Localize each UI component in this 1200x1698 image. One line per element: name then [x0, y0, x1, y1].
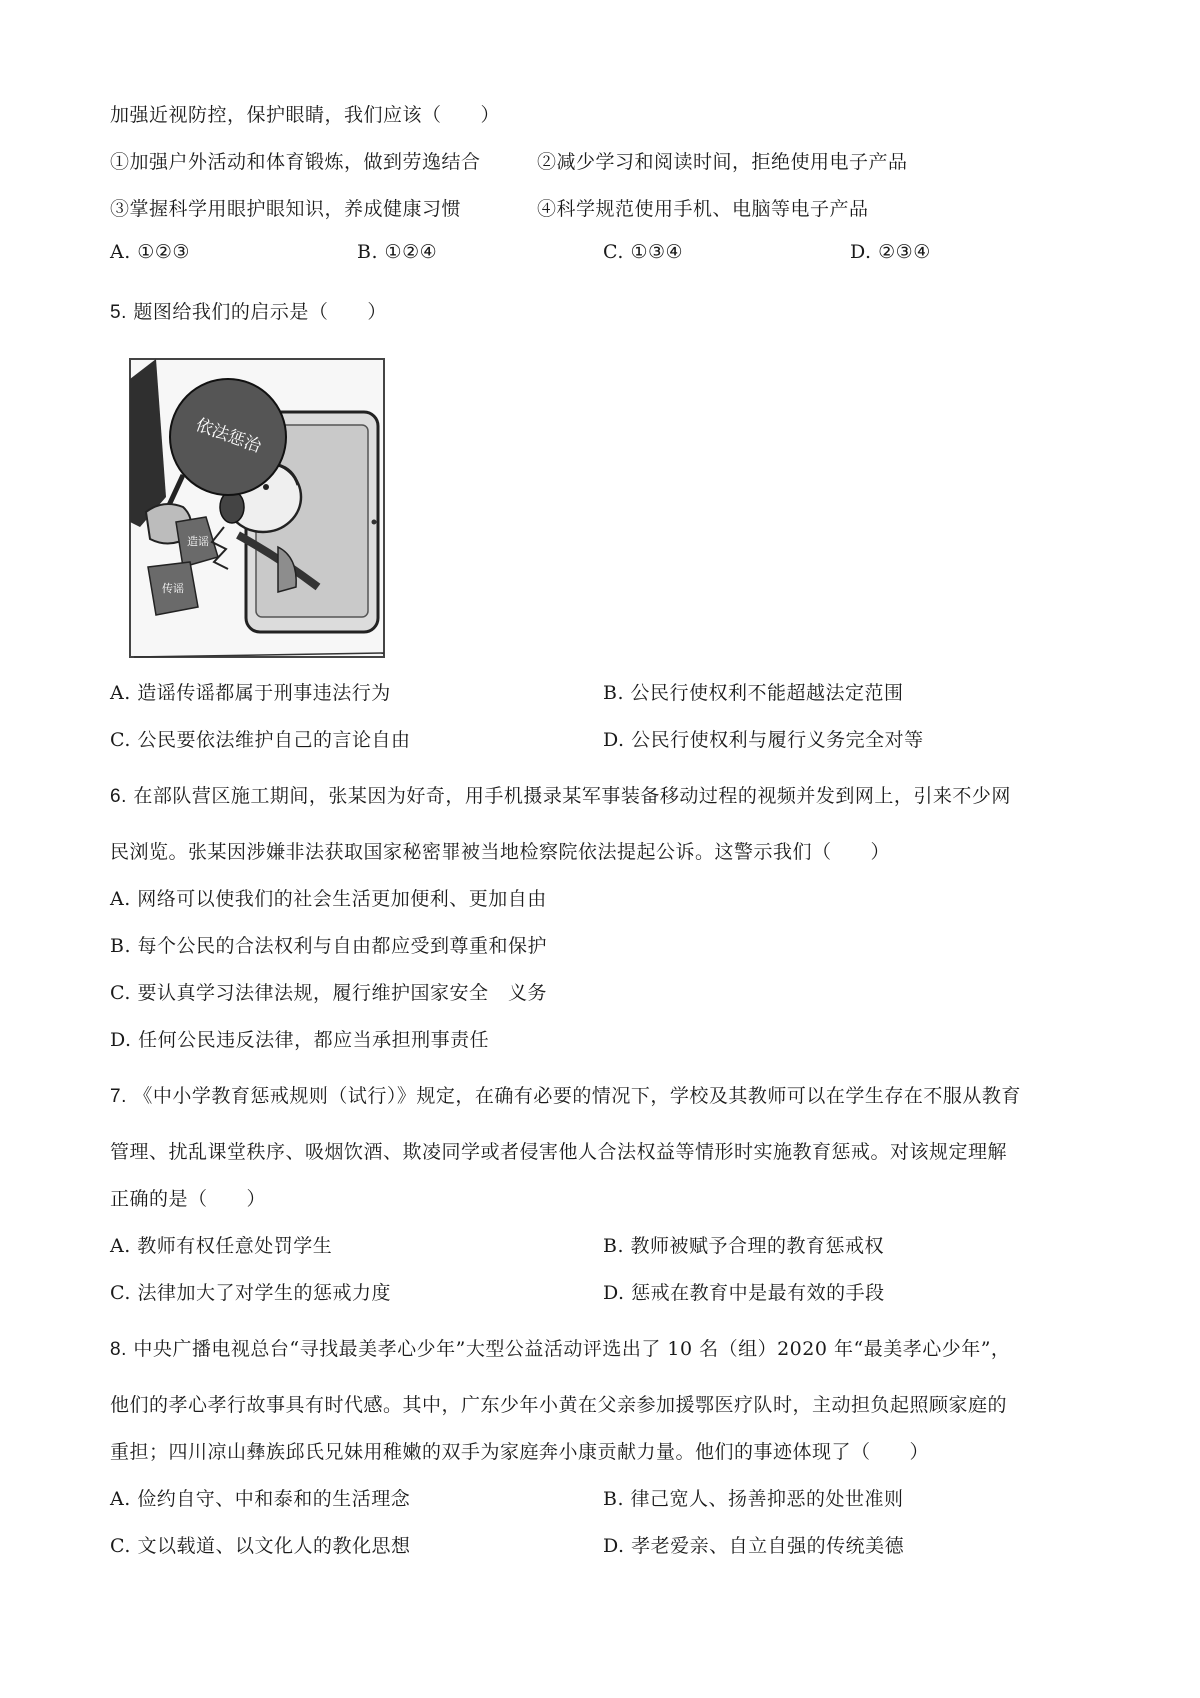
rumor-cartoon-image: [128, 357, 386, 659]
q4-option-d[interactable]: D. ②③④: [850, 241, 931, 263]
q5-option-c[interactable]: C. 公民要依法维护自己的言论自由: [110, 729, 411, 751]
q6-stem-1: 在部队营区施工期间，张某因为好奇，用手机摄录某军事装备移动过程的视频并发到网上，引来不少网: [133, 785, 1011, 807]
q7-stem-line-3: 正确的是（ ）: [110, 1188, 267, 1210]
label-upper-text: 造谣: [187, 536, 209, 548]
q4-option-a[interactable]: A. ①②③: [110, 241, 190, 263]
q8-option-d[interactable]: D. 孝老爱亲、自立自强的传统美德: [603, 1535, 905, 1557]
q5-stem: 题图给我们的启示是（ ）: [133, 301, 387, 323]
q7-number: 7.: [110, 1086, 127, 1107]
q4-item-3: ③掌握科学用眼护眼知识，养成健康习惯: [110, 198, 462, 220]
label-lower-text: 传谣: [162, 583, 184, 595]
q5-option-b[interactable]: B. 公民行使权利不能超越法定范围: [603, 682, 904, 704]
q8-option-a[interactable]: A. 俭约自守、中和泰和的生活理念: [110, 1488, 411, 1510]
q8-option-b[interactable]: B. 律己宽人、扬善抑恶的处世准则: [603, 1488, 904, 1510]
q8-stem-1: 中央广播电视总台“寻找最美孝心少年”大型公益活动评选出了 10 名（组）2020 年“最美孝心少年”，: [133, 1338, 1011, 1360]
q4-option-c[interactable]: C. ①③④: [603, 241, 684, 263]
q6-option-b[interactable]: B. 每个公民的合法权利与自由都应受到尊重和保护: [110, 935, 548, 957]
q4-stem: 加强近视防控，保护眼睛，我们应该（ ）: [110, 104, 501, 126]
q8-option-c[interactable]: C. 文以载道、以文化人的教化思想: [110, 1535, 411, 1557]
q6-number: 6.: [110, 786, 127, 807]
q5-number: 5.: [110, 302, 127, 323]
q6-stem-line-2: 民浏览。张某因涉嫌非法获取国家秘密罪被当地检察院依法提起公诉。这警示我们（ ）: [110, 841, 891, 863]
q5-option-a[interactable]: A. 造谣传谣都属于刑事违法行为: [110, 682, 391, 704]
q4-item-1: ①加强户外活动和体育锻炼，做到劳逸结合: [110, 151, 481, 173]
q4-item-2: ②减少学习和阅读时间，拒绝使用电子产品: [537, 151, 908, 173]
q8-stem-line-1: [110, 1334, 1010, 1361]
q7-option-d[interactable]: D. 惩戒在教育中是最有效的手段: [603, 1282, 885, 1304]
q4-item-4: ④科学规范使用手机、电脑等电子产品: [537, 198, 869, 220]
q7-option-b[interactable]: B. 教师被赋予合理的教育惩戒权: [603, 1235, 885, 1257]
q7-stem-line-2: 管理、扰乱课堂秩序、吸烟饮酒、欺凌同学或者侵害他人合法权益等情形时实施教育惩戒。对该规定理解: [110, 1141, 1008, 1163]
q8-stem-line-2: 他们的孝心孝行故事具有时代感。其中，广东少年小黄在父亲参加援鄂医疗队时，主动担负起照顾家庭的: [110, 1394, 1008, 1416]
q7-option-a[interactable]: A. 教师有权任意处罚学生: [110, 1235, 333, 1257]
rumor-label-lower: [148, 562, 198, 615]
q6-option-a[interactable]: A. 网络可以使我们的社会生活更加便利、更加自由: [110, 888, 547, 910]
q6-option-d[interactable]: D. 任何公民违反法律，都应当承担刑事责任: [110, 1029, 490, 1051]
q6-stem-line-1: [110, 781, 1011, 808]
q4-option-b[interactable]: B. ①②④: [357, 241, 438, 263]
q5-option-d[interactable]: D. 公民行使权利与履行义务完全对等: [603, 729, 924, 751]
q8-number: 8.: [110, 1339, 127, 1360]
q6-option-c[interactable]: C. 要认真学习法律法规，履行维护国家安全 义务: [110, 982, 547, 1004]
q7-stem-1: 《中小学教育惩戒规则（试行）》规定，在确有必要的情况下，学校及其教师可以在学生存在不服从教育: [133, 1085, 1021, 1107]
q7-option-c[interactable]: C. 法律加大了对学生的惩戒力度: [110, 1282, 391, 1304]
q5-stem-line: [110, 297, 387, 324]
q8-stem-line-3: 重担；四川凉山彝族邱氏兄妹用稚嫩的双手为家庭奔小康贡献力量。他们的事迹体现了（ ）: [110, 1441, 930, 1463]
sign-text: 依法惩治: [193, 415, 264, 457]
q7-stem-line-1: [110, 1081, 1021, 1108]
